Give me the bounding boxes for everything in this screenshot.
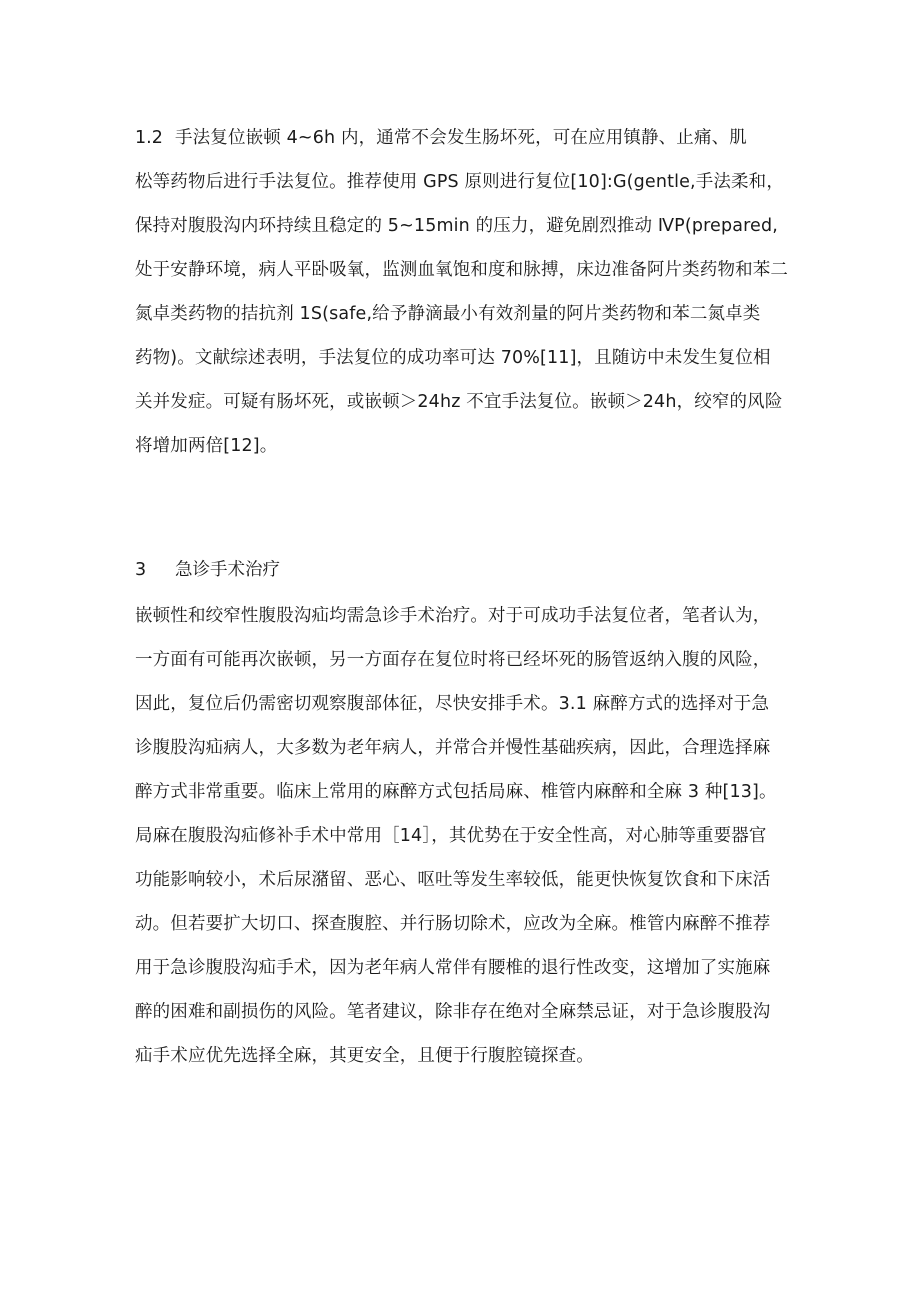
- section-1-2-number: 1.2: [135, 128, 163, 148]
- section-1-2-line-2: 保持对腹股沟内环持续且稳定的 5~15min 的压力，避免剧烈推动 ⅣP(prepared,: [135, 216, 778, 236]
- section-3-line-2: 因此，复位后仍需密切观察腹部体征，尽快安排手术。3.1 麻醉方式的选择对于急: [135, 694, 770, 714]
- section-3-line-1: 一方面有可能再次嵌顿，另一方面存在复位时将已经坏死的肠管返纳入腹的风险，: [135, 650, 771, 670]
- section-1-2-line-3: 处于安静环境，病人平卧吸氧，监测血氧饱和度和脉搏，床边准备阿片类药物和苯二: [135, 260, 789, 280]
- section-3-line-7: 动。但若要扩大切口、探查腹腔、并行肠切除术，应改为全麻。椎管内麻醉不推荐: [135, 914, 771, 934]
- section-3-line-6: 功能影响较小，术后尿潴留、恶心、呕吐等发生率较低，能更快恢复饮食和下床活: [135, 870, 771, 890]
- section-3-line-9: 醉的困难和副损伤的风险。笔者建议，除非存在绝对全麻禁忌证，对于急诊腹股沟: [135, 1002, 771, 1022]
- section-3-title: 急诊手术治疗: [175, 560, 280, 580]
- section-3-line-3: 诊腹股沟疝病人，大多数为老年病人，并常合并慢性基础疾病，因此，合理选择麻: [135, 738, 771, 758]
- section-1-2-line-5: 药物)。文献综述表明，手法复位的成功率可达 70%[11]，且随访中未发生复位相: [135, 348, 771, 368]
- section-1-2-line-0: 手法复位嵌顿 4~6h 内，通常不会发生肠坏死，可在应用镇静、止痛、肌: [175, 128, 747, 148]
- section-3-line-5: 局麻在腹股沟疝修补手术中常用［14］，其优势在于安全性高，对心肺等重要器官: [135, 826, 767, 846]
- section-1-2-line-4: 氮卓类药物的拮抗剂 1S(safe,给予静滴最小有效剂量的阿片类药物和苯二氮卓类: [135, 304, 761, 324]
- section-3-line-4: 醉方式非常重要。临床上常用的麻醉方式包括局麻、椎管内麻醉和全麻 3 种[13]。: [135, 782, 777, 802]
- section-3-number: 3: [135, 560, 147, 580]
- section-3-line-0: 嵌顿性和绞窄性腹股沟疝均需急诊手术治疗。对于可成功手法复位者，笔者认为，: [135, 606, 771, 626]
- section-1-2-line-6: 关并发症。可疑有肠坏死，或嵌顿＞24hz 不宜手法复位。嵌顿＞24h，绞窄的风险: [135, 392, 783, 412]
- section-3-line-8: 用于急诊腹股沟疝手术，因为老年病人常伴有腰椎的退行性改变，这增加了实施麻: [135, 958, 771, 978]
- section-3-line-10: 疝手术应优先选择全麻，其更安全，且便于行腹腔镜探查。: [135, 1046, 594, 1066]
- section-1-2-line-1: 松等药物后进行手法复位。推荐使用 GPS 原则进行复位[10]:G(gentle,手法柔和，: [135, 172, 784, 192]
- section-1-2-line-7: 将增加两倍[12]。: [135, 436, 278, 456]
